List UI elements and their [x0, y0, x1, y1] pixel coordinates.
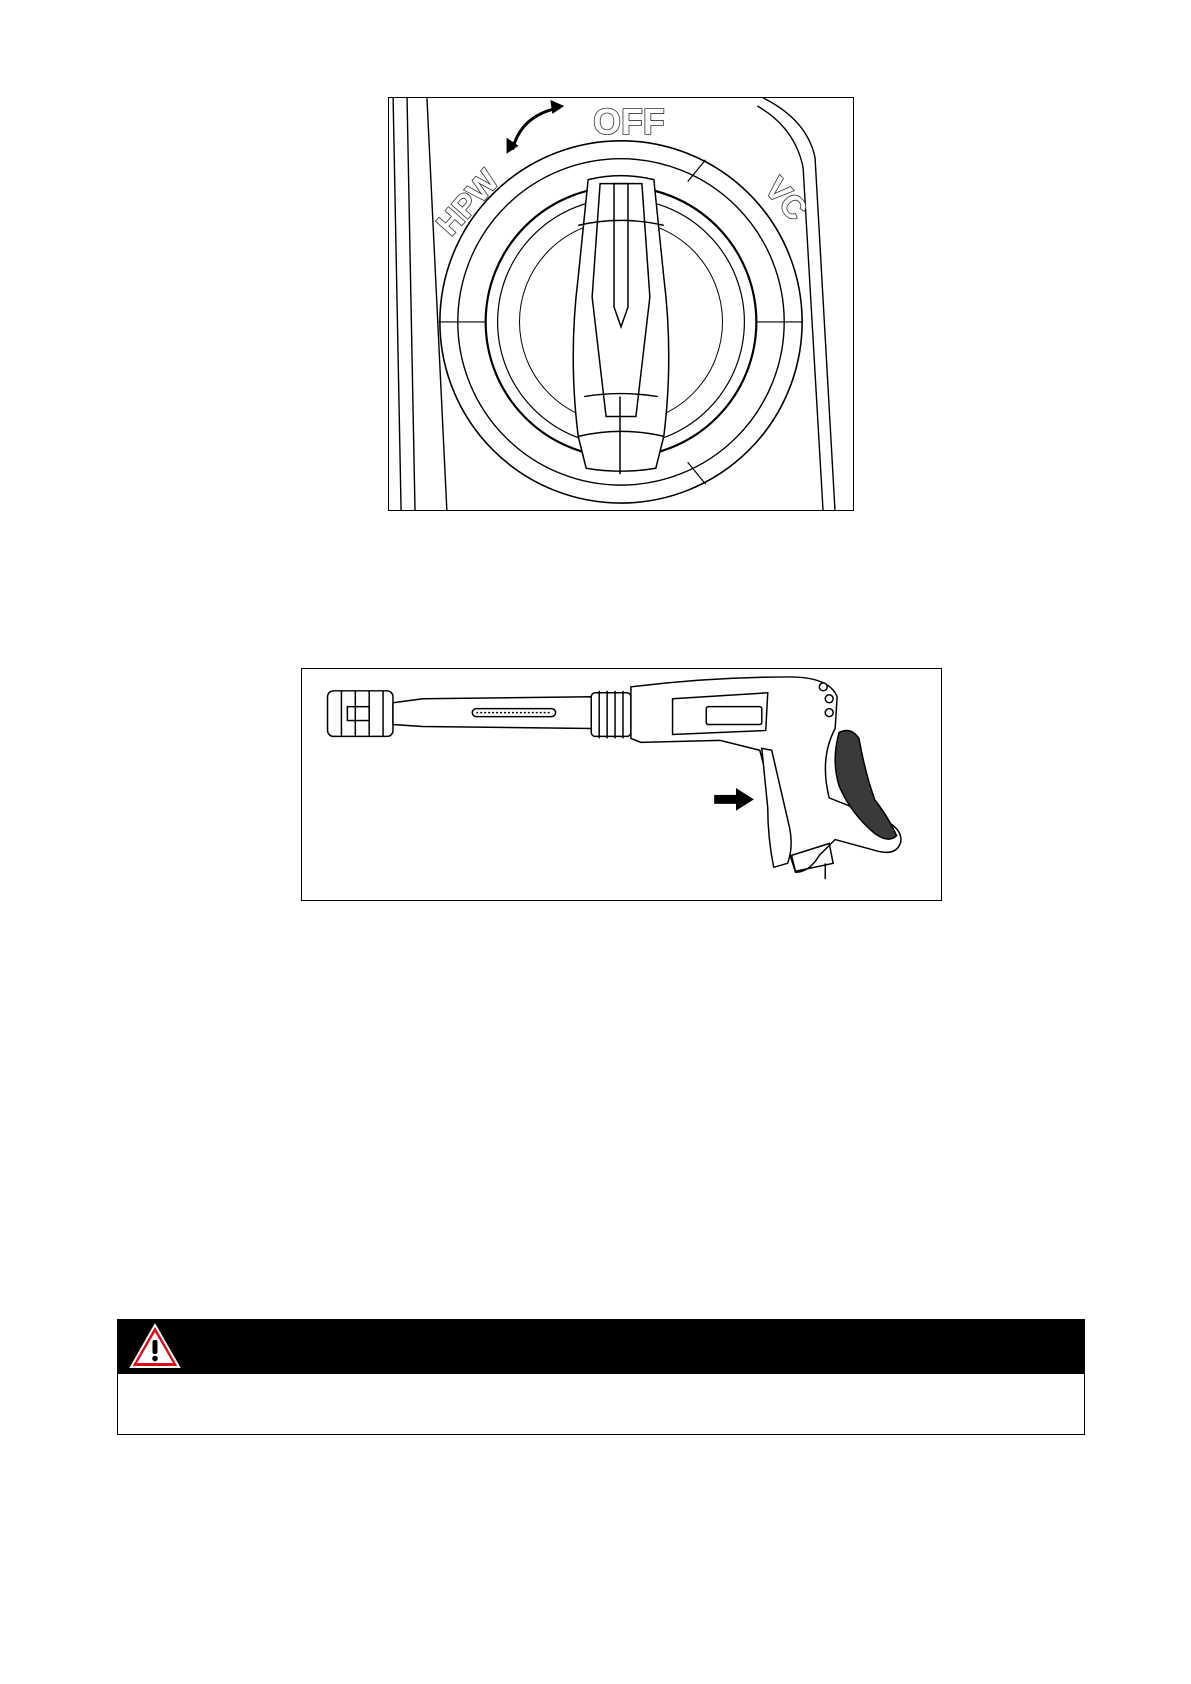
warning-body [118, 1374, 1084, 1434]
spray-gun-figure [301, 668, 942, 901]
dial-label-vc: VC [758, 170, 815, 228]
dial-label-hpw: HPW [429, 162, 506, 243]
dial-label-off: OFF [593, 101, 665, 142]
spray-gun-drawing [302, 669, 941, 900]
right-arrow-icon [714, 788, 754, 811]
warning-triangle-icon [129, 1323, 181, 1369]
selector-dial-drawing [389, 98, 853, 510]
selector-dial-figure [388, 97, 854, 511]
warning-header-bar [118, 1320, 1084, 1374]
rotate-arrow-icon [507, 100, 565, 154]
warning-box [117, 1319, 1085, 1435]
